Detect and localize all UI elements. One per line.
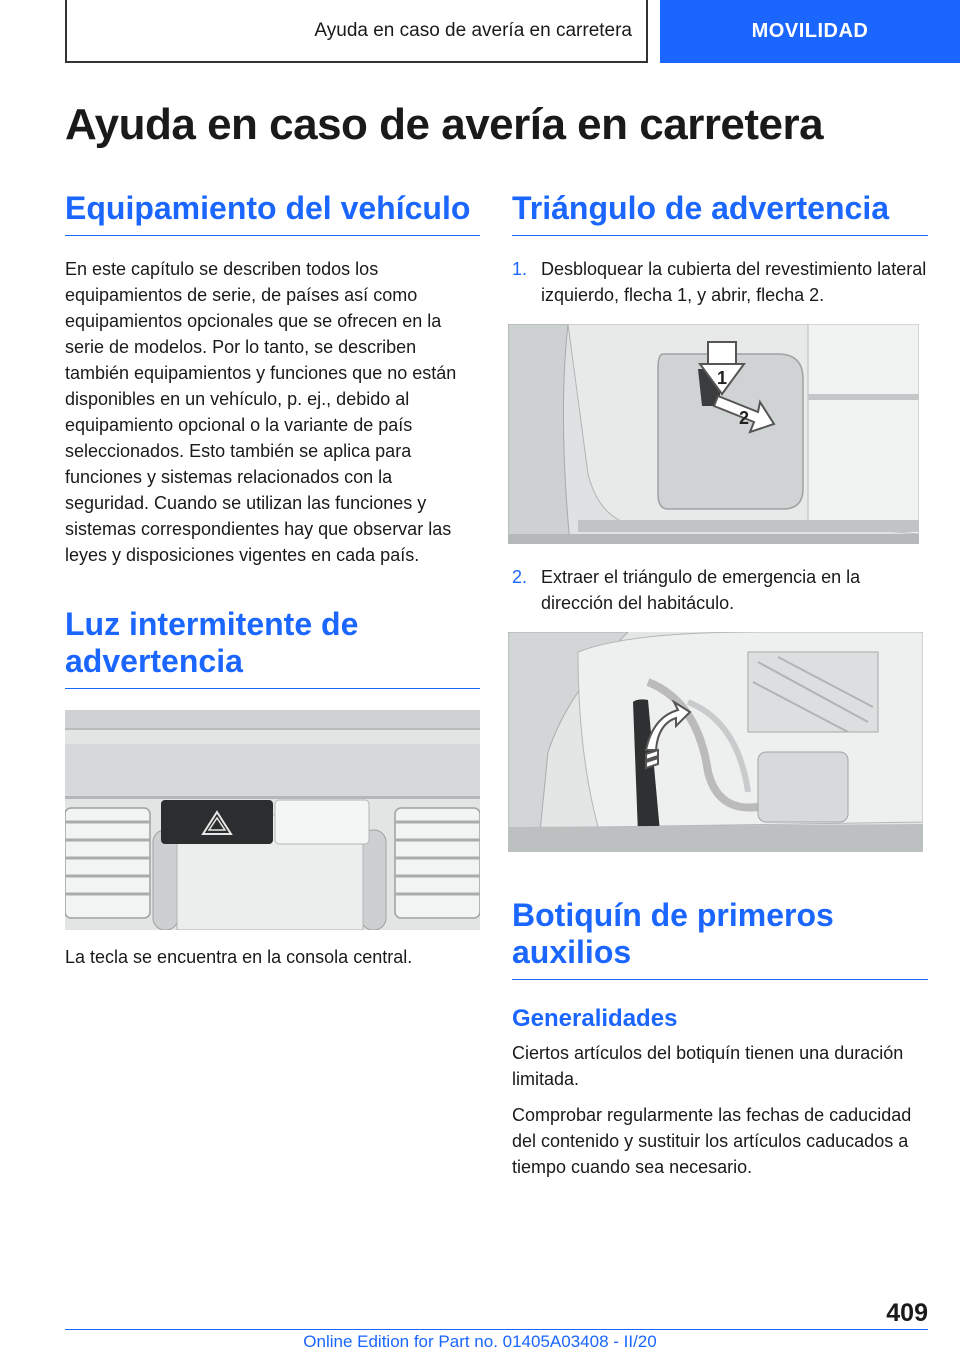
hazard-button-illustration — [65, 710, 480, 930]
step-2 — [512, 564, 928, 616]
header-chapter-tab[interactable] — [660, 0, 960, 63]
page-number: 409 — [886, 1299, 928, 1327]
footer-divider — [65, 1329, 928, 1330]
step-2-text: Extraer el triángulo de emergencia en la dirección del habitáculo. — [541, 567, 861, 613]
triangle-compartment-illustration — [508, 632, 923, 852]
hazard-heading — [65, 606, 480, 689]
right-column — [512, 190, 928, 1180]
step-1 — [512, 256, 928, 308]
header-section-title-text: Ayuda en caso de avería en carretera — [314, 19, 632, 41]
left-column — [65, 190, 480, 970]
equipment-text: En este capítulo se describen todos los equipamientos de serie, de países así como equipamientos opcionales que se ofrecen en la serie de modelos. Por lo tanto, se describen también equipamientos y funciones que no están disponibles en un vehículo, p. ej., debido al equipamiento opcional o la variante de país seleccionados. Esto también se aplica para funciones y sistemas relacionados con la seguridad. Cuando se utilizan las funciones y sistemas correspondientes hay que observar las leyes y disposiciones vigentes en cada país. — [65, 259, 457, 565]
page-title: Ayuda en caso de avería en carretera — [65, 100, 824, 149]
hazard-heading-line2: advertencia — [65, 643, 243, 679]
footer-edition: Online Edition for Part no. 01405A03408 - II/20 — [303, 1332, 657, 1351]
step-2-number: 2. — [512, 567, 528, 587]
arrow-label-2: 2 — [738, 408, 750, 428]
general-heading: Generalidades — [512, 1005, 678, 1032]
triangle-compartment-drawing — [508, 632, 923, 852]
general-paragraph-2: Comprobar regularmente las fechas de caducidad del contenido y sustituir los artículos caducados a tiempo cuando sea necesario. — [512, 1105, 912, 1177]
firstaid-heading-line1: Botiquín de primeros — [512, 897, 834, 933]
hazard-caption: La tecla se encuentra en la consola central. — [65, 947, 413, 967]
step-1-text: Desbloquear la cubierta del revestimiento lateral izquierdo, flecha 1, y abrir, flecha 2. — [541, 259, 927, 305]
general-paragraph-1: Ciertos artículos del botiquín tienen una duración limitada. — [512, 1043, 904, 1089]
hazard-heading-line1: Luz intermitente de — [65, 606, 359, 642]
triangle-heading: Triángulo de advertencia — [512, 190, 928, 236]
arrow-label-1: 1 — [716, 368, 728, 388]
side-panel-illustration — [508, 324, 919, 544]
firstaid-heading-line2: auxilios — [512, 934, 632, 970]
header-section-title — [65, 0, 648, 63]
step-1-number: 1. — [512, 259, 528, 279]
side-panel-drawing — [508, 324, 919, 544]
header-chapter-label: MOVILIDAD — [751, 20, 869, 42]
firstaid-heading — [512, 897, 928, 980]
hazard-console-drawing — [65, 710, 480, 930]
equipment-heading: Equipamiento del vehículo — [65, 190, 480, 236]
